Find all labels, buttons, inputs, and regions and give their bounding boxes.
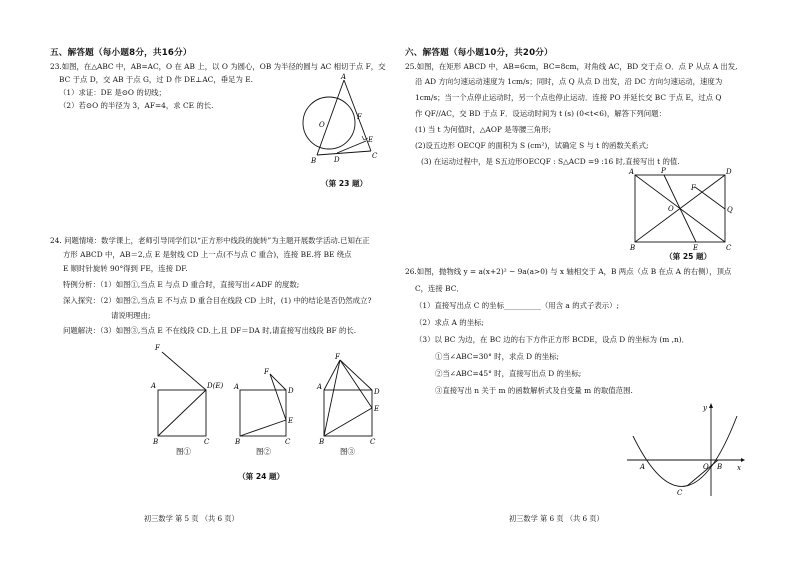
q26-label-x: x [737, 464, 741, 472]
q25-line-5: (1) 当 t 为何值时，△AOP 是等腰三角形; [415, 125, 552, 134]
q23-label-e: E [368, 136, 374, 144]
q24-figure-3 [312, 350, 392, 462]
q24-fig3-segment-fe [340, 360, 372, 408]
q24-line-6: 请说明理由; [111, 311, 151, 320]
q24-fig2-name: 图② [256, 447, 271, 456]
q26-line-4: （2）求点 A 的坐标; [415, 318, 484, 327]
section-five-title: 五、解答题（每小题8分，共16分） [50, 48, 192, 58]
q24-fig2-label-d: D [288, 387, 294, 395]
q24-fig1-label-f: F [155, 344, 160, 352]
q25-label-p: P [661, 167, 666, 175]
q25-line-2: 沿 AD 方向匀速运动速度为 1cm/s；同时，点 Q 从点 D 出发，沿 DC 方向匀速运动，速度为 [415, 77, 723, 86]
q26-line-7: ②当∠ABC=45° 时，直接写出点 D 的坐标; [435, 369, 582, 378]
q24-fig3-segment-fb [324, 360, 340, 436]
q25-label-e: E [693, 244, 699, 252]
q23-line-4: （2）若⊙O 的半径为 3，AF=4，求 CE 的长. [59, 101, 214, 110]
q25-line-1: 25.如图，在矩形 ABCD 中，AB=6cm，BC=8cm，对角线 AC，BD 交于点 O．点 P 从点 A 出发, [405, 62, 738, 71]
q23-label-d: D [334, 156, 340, 164]
q26-line-6: ①当∠ABC=30° 时，求点 D 的坐标; [435, 352, 560, 361]
q23-label-c: C [372, 152, 378, 160]
q25-line-3: 1cm/s；当一个点停止运动时，另一个点也停止运动．连接 PO 并延长交 BC 于点 E，过点 Q [415, 93, 722, 102]
q24-fig2-segment-ef [270, 374, 286, 420]
right-page-footer: 初三数学 第 6 页 （共 6 页） [509, 514, 604, 523]
q23-label-o: O [319, 121, 325, 129]
q24-figure-2 [234, 362, 304, 462]
q24-fig1-segment-be [158, 390, 206, 436]
q25-label-c: C [726, 244, 732, 252]
q24-fig2-label-b: B [235, 438, 241, 446]
q24-fig1-label-a: A [151, 382, 157, 390]
q26-label-b: B [717, 463, 723, 471]
q25-label-b: B [630, 244, 636, 252]
q24-fig1-label-de: D(E) [207, 382, 224, 390]
q23-line-3: （1）求证：DE 是⊙O 的切线； [59, 88, 166, 97]
q23-caption: （第 23 题） [321, 179, 368, 188]
q24-fig2-label-c: C [285, 438, 291, 446]
q26-line-1: 26.如图，抛物线 y = a(x+2)² − 9a(a>0) 与 x 轴相交于 A，B 两点（点 B 在点 A 的右侧），顶点 [405, 267, 732, 276]
q24-line-7: 问题解决：（3）如图③,当点 E 不在线段 CD.上,且 DF＝DA 时,请直接写出线段 BF 的长. [63, 326, 357, 335]
q24-fig2-label-a: A [234, 383, 240, 391]
q25-label-a: A [629, 168, 635, 176]
q23-line-2: BC 于点 D，交 AB 于点 G，过 D 作 DE⊥AC，垂足为 E. [59, 75, 253, 84]
q24-line-2: 方形 ABCD 中，AB＝2,点 E 是射线 CD 上一点(不与点 C 重合)，连接 BE.将 BE 绕点 [63, 250, 352, 259]
q23-label-b: B [311, 157, 317, 165]
q24-fig3-segment-be [324, 408, 372, 436]
section-six-title: 六、解答题（每小题10分，共20分） [405, 48, 553, 58]
q24-fig3-label-a: A [317, 383, 323, 391]
left-page-footer: 初三数学 第 5 页 （共 6 页） [144, 514, 239, 523]
q23-circle [303, 97, 355, 149]
q26-label-c: C [677, 489, 683, 497]
right-page [397, 0, 794, 561]
q24-fig1-label-b: B [153, 438, 159, 446]
q24-line-3: E 顺时针旋转 90°得到 FE，连接 DF. [63, 264, 188, 273]
q24-figure-1 [148, 342, 228, 462]
q24-line-1: 24. 问题情境：数学课上，老师引导同学们以“正方形中线段的旋转”为主题开展数学活动.已知在正 [50, 236, 370, 245]
q24-fig3-label-c: C [370, 438, 376, 446]
q26-y-axis-arrow [709, 403, 713, 408]
q24-fig3-segment-fd [340, 360, 372, 390]
q24-fig2-square [240, 390, 286, 436]
q24-line-4: 特例分析：（1）如图①,当点 E 与点 D 重合时，直接写出∠ADF 的度数; [63, 280, 300, 289]
q24-fig3-label-d: D [374, 388, 380, 396]
q24-fig3-segment-af [324, 360, 340, 390]
q26-line-5: （3）以 BC 为边，在 BC 边的右下方作正方形 BCDE，设点 D 的坐标为 (m ,n)． [415, 335, 690, 344]
q24-fig2-label-e: E [288, 417, 294, 425]
q25-caption: （第 25 题） [665, 252, 712, 261]
q23-segment-de [337, 141, 366, 153]
q25-line-4: 作 QF//AC，交 BD 于点 F．设运动时间为 t (s) (0<t<6)，解答下列问题： [415, 109, 666, 118]
q26-line-8: ③直接写出 n 关于 m 的函数解析式及自变量 m 的取值范围. [435, 386, 633, 395]
q23-segment-bc [317, 151, 371, 155]
q26-label-y: y [703, 404, 707, 412]
q24-fig3-label-b: B [319, 438, 325, 446]
q25-segment-qf [695, 187, 725, 209]
q24-fig1-name: 图① [176, 447, 191, 456]
q26-label-o: O [703, 463, 709, 471]
q25-label-q: Q [727, 206, 733, 214]
q25-line-7: (3) 在运动过程中，是 S五边形OECQF : S△ACD =9 :16 时,直接写出 t 的值. [421, 157, 680, 166]
q24-line-5: 深入探究：（2）如图②,当点 E 不与点 D 重合目在线段 CD 上时，(1) 中的结论是否仍然成立? [63, 296, 372, 305]
q24-fig3-label-e: E [374, 405, 380, 413]
q24-fig1-label-c: C [204, 438, 210, 446]
q23-line-1: 23.如图，在△ABC 中，AB=AC，O 在 AB 上，以 O 为圆心，OB 为半径的圆与 AC 相切于点 F，交 [50, 62, 386, 71]
q25-figure [627, 166, 737, 254]
q26-x-axis-arrow [741, 458, 745, 462]
q24-fig1-segment-fd [162, 352, 206, 390]
q24-caption: （第 24 题） [238, 472, 285, 481]
q24-fig3-label-f: F [335, 353, 340, 361]
q24-fig2-segment-be [240, 420, 286, 436]
q25-label-d: D [726, 168, 732, 176]
q26-line-3: （1）直接写出点 C 的坐标__________（用含 a 的式子表示）; [415, 301, 620, 310]
q26-figure [625, 398, 747, 498]
q24-fig2-label-f: F [264, 368, 269, 376]
q25-line-6: (2)设五边形 OECQF 的面积为 S (cm²)，试确定 S 与 t 的函数关系式; [415, 141, 649, 150]
q23-segment-ab [317, 80, 344, 155]
q23-label-a: A [341, 73, 347, 81]
q26-label-a: A [640, 463, 646, 471]
q23-figure [300, 74, 390, 174]
q25-label-f: F [691, 184, 696, 192]
q26-line-2: C，连接 BC． [415, 284, 464, 293]
q24-fig3-name: 图③ [340, 447, 355, 456]
q23-label-f: F [357, 113, 362, 121]
q25-label-o: O [668, 205, 674, 213]
q26-parabola [633, 416, 737, 486]
